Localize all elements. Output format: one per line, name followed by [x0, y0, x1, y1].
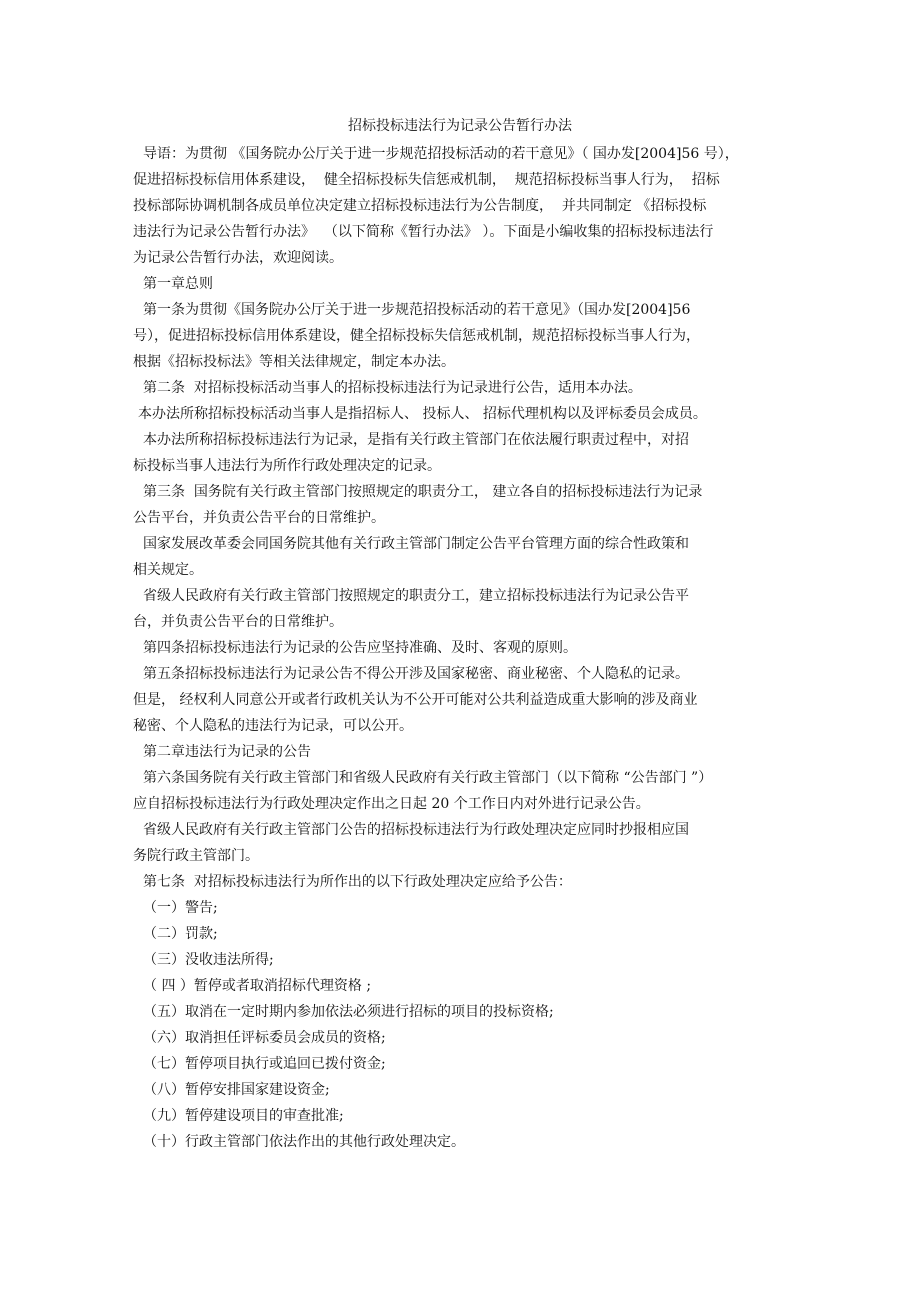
text-line: 应自招标投标违法行为行政处理决定作出之日起 20 个工作日内对外进行记录公告。 [133, 796, 650, 812]
list-item: （八）暂停安排国家建设资金; [143, 1082, 330, 1098]
text-line: 但是， 经权利人同意公开或者行政机关认为不公开可能对公共利益造成重大影响的涉及商业 [133, 692, 698, 708]
text-line: 根据《招标投标法》等相关法律规定，制定本办法。 [133, 354, 455, 370]
text-line: 国家发展改革委会同国务院其他有关行政主管部门制定公告平台管理方面的综合性政策和 [143, 536, 689, 552]
document-body [133, 141, 788, 1155]
list-item: （ 四 ）暂停或者取消招标代理资格 ; [143, 978, 372, 994]
text-line: 第六条国务院有关行政主管部门和省级人民政府有关行政主管部门（以下简称 “公告部门 ”） [143, 770, 713, 786]
text-line: 号），促进招标投标信用体系建设，健全招标投标失信惩戒机制，规范招标投标当事人行为， [133, 328, 700, 344]
text-line: 省级人民政府有关行政主管部门公告的招标投标违法行为行政处理决定应同时抄报相应国 [143, 822, 689, 838]
text-line: 第五条招标投标违法行为记录公告不得公开涉及国家秘密、商业秘密、个人隐私的记录。 [143, 666, 689, 682]
text-line: 第四条招标投标违法行为记录的公告应坚持准确、及时、客观的原则。 [143, 640, 577, 656]
text-line: 导语：为贯彻 《国务院办公厅关于进一步规范招投标活动的若干意见》（ 国办发[2004]56 号）， [143, 146, 739, 162]
text-line: 本办法所称招标投标违法行为记录，是指有关行政主管部门在依法履行职责过程中，对招 [143, 432, 689, 448]
list-item: （七）暂停项目执行或追回已拨付资金; [143, 1056, 386, 1072]
text-line: 省级人民政府有关行政主管部门按照规定的职责分工，建立招标投标违法行为记录公告平 [143, 588, 689, 604]
list-item: （二）罚款; [143, 926, 218, 942]
list-item: （三）没收违法所得; [143, 952, 274, 968]
text-line: 秘密、个人隐私的违法行为记录，可以公开。 [133, 718, 413, 734]
text-line: 相关规定。 [133, 562, 203, 578]
text-line: 第七条 对招标投标违法行为所作出的以下行政处理决定应给予公告： [143, 874, 572, 890]
text-line: 第二章违法行为记录的公告 [143, 744, 311, 760]
list-item: （十）行政主管部门依法作出的其他行政处理决定。 [143, 1134, 465, 1150]
text-line: 本办法所称招标投标活动当事人是指招标人、 投标人、 招标代理机构以及评标委员会成员。 [138, 406, 707, 422]
text-line: 促进招标投标信用体系建设， 健全招标投标失信惩戒机制， 规范招标投标当事人行为， 招标 [133, 172, 720, 188]
list-item: （五）取消在一定时期内参加依法必须进行招标的项目的投标资格; [143, 1004, 554, 1020]
text-line: 违法行为记录公告暂行办法》 （以下简称《暂行办法》 ）。下面是小编收集的招标投标违法行 [133, 224, 714, 240]
list-item: （六）取消担任评标委员会成员的资格; [143, 1030, 386, 1046]
text-line: 第三条 国务院有关行政主管部门按照规定的职责分工， 建立各自的招标投标违法行为记录 [143, 484, 703, 500]
text-line: 务院行政主管部门。 [133, 848, 259, 864]
text-line: 标投标当事人违法行为所作行政处理决定的记录。 [133, 458, 441, 474]
text-line: 为记录公告暂行办法，欢迎阅读。 [133, 250, 343, 266]
document-title: 招标投标违法行为记录公告暂行办法 [348, 118, 572, 134]
text-line: 投标部际协调机制各成员单位决定建立招标投标违法行为公告制度， 并共同制定 《招标投标 [133, 198, 707, 214]
list-item: （九）暂停建设项目的审查批准; [143, 1108, 344, 1124]
text-line: 第一章总则 [143, 276, 213, 292]
list-item: （一）警告; [143, 900, 218, 916]
text-line: 第二条 对招标投标活动当事人的招标投标违法行为记录进行公告，适用本办法。 [143, 380, 642, 396]
text-line: 第一条为贯彻《国务院办公厅关于进一步规范招投标活动的若干意见》（国办发[2004]56 [143, 302, 691, 318]
text-line: 台，并负责公告平台的日常维护。 [133, 614, 343, 630]
text-line: 公告平台，并负责公告平台的日常维护。 [133, 510, 385, 526]
